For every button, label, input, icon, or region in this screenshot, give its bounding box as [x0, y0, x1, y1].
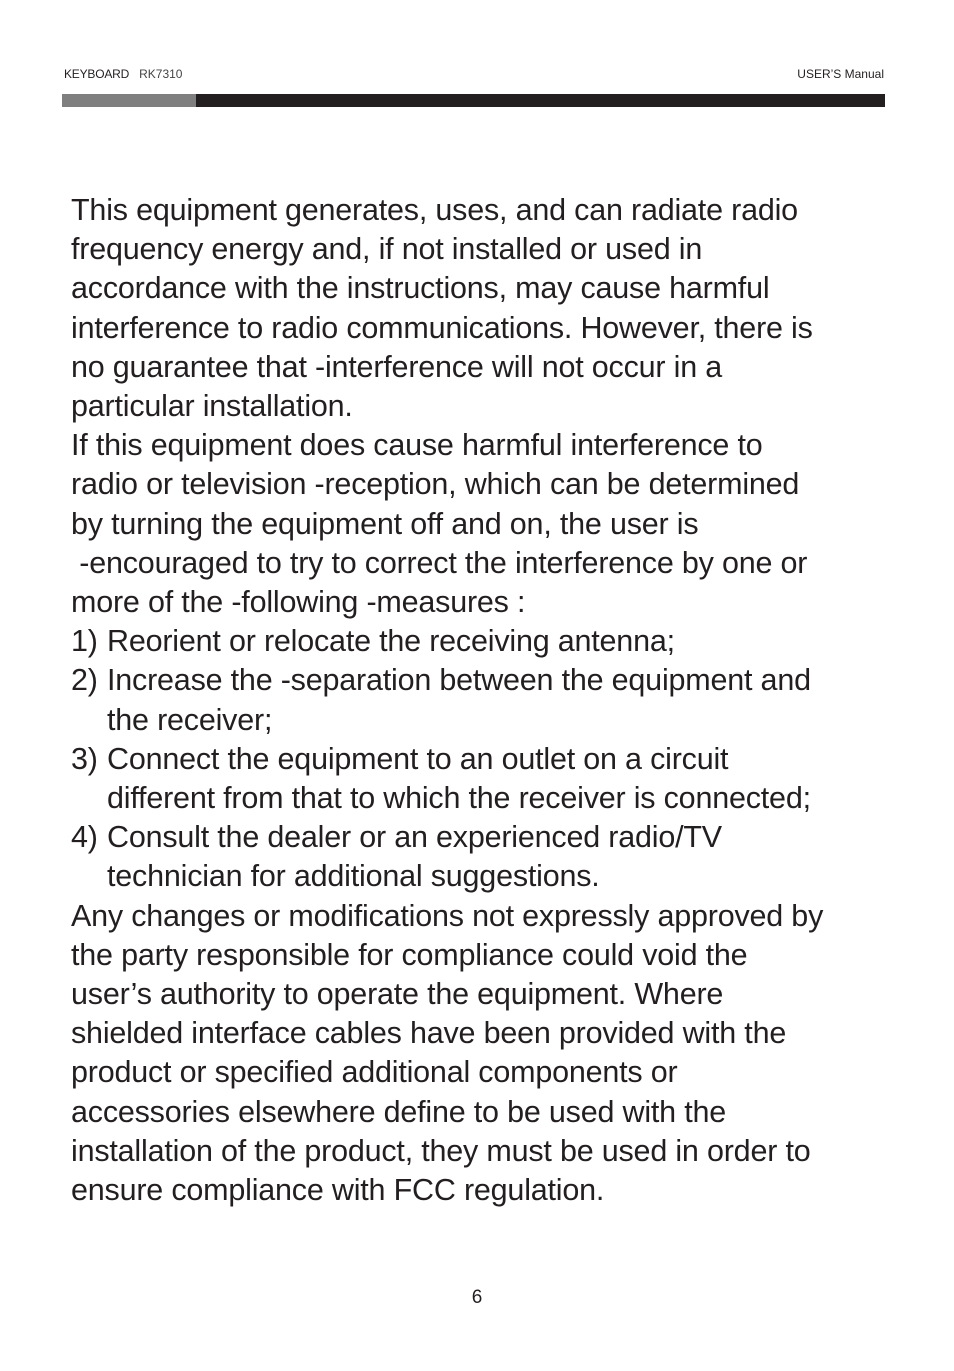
header-rule — [62, 94, 885, 107]
list-item-number: 4) — [71, 820, 98, 855]
list-item-text: Reorient or relocate the receiving antenna; — [107, 624, 675, 659]
list-item-number: 1) — [71, 624, 98, 659]
header-product — [64, 66, 182, 82]
list-item — [71, 740, 911, 818]
fcc-statement — [71, 191, 911, 1210]
header-manual-title: USER’S Manual — [797, 67, 884, 81]
list-item-text: Consult the dealer or an experienced radio/TV technician for additional suggestions. — [107, 820, 722, 894]
list-item — [71, 818, 911, 896]
list-item-text: Increase the -separation between the equipment and the receiver; — [107, 663, 811, 737]
list-item — [71, 661, 911, 739]
page-number: 6 — [471, 1287, 483, 1308]
header-rule-accent — [62, 94, 196, 107]
header-brand: KEYBOARD — [64, 67, 130, 81]
list-item-text: Connect the equipment to an outlet on a circuit different from that to which the receiver is connected; — [107, 741, 811, 816]
list-item-number: 2) — [71, 663, 98, 698]
header-model: RK7310 — [139, 67, 183, 81]
list-item — [71, 622, 911, 661]
page-header — [64, 66, 884, 82]
measures-list — [71, 622, 911, 896]
paragraph-interference-instructions: If this equipment does cause harmful interference to radio or television -reception, which can be determined by turning the equipment off and on, the user is -encouraged to try to correct the interference by one or more of the -following -measures : — [71, 428, 808, 620]
paragraph-modifications-warning: Any changes or modifications not expressly approved by the party responsible for compliance could void the user’s authority to operate the equipment. Where shielded interface cables have been provided with the product or specified additional components or accessories elsewhere define to be used with the installation of the product, they must be used in order to ensure compliance with FCC regulation. — [71, 898, 824, 1208]
list-item-number: 3) — [71, 741, 98, 776]
paragraph-radiation-notice: This equipment generates, uses, and can radiate radio frequency energy and, if not installed or used in accordance with the instructions, may cause harmful interference to radio communications. However, there is no guarantee that -interference will not occur in a particular installation. — [71, 193, 813, 424]
